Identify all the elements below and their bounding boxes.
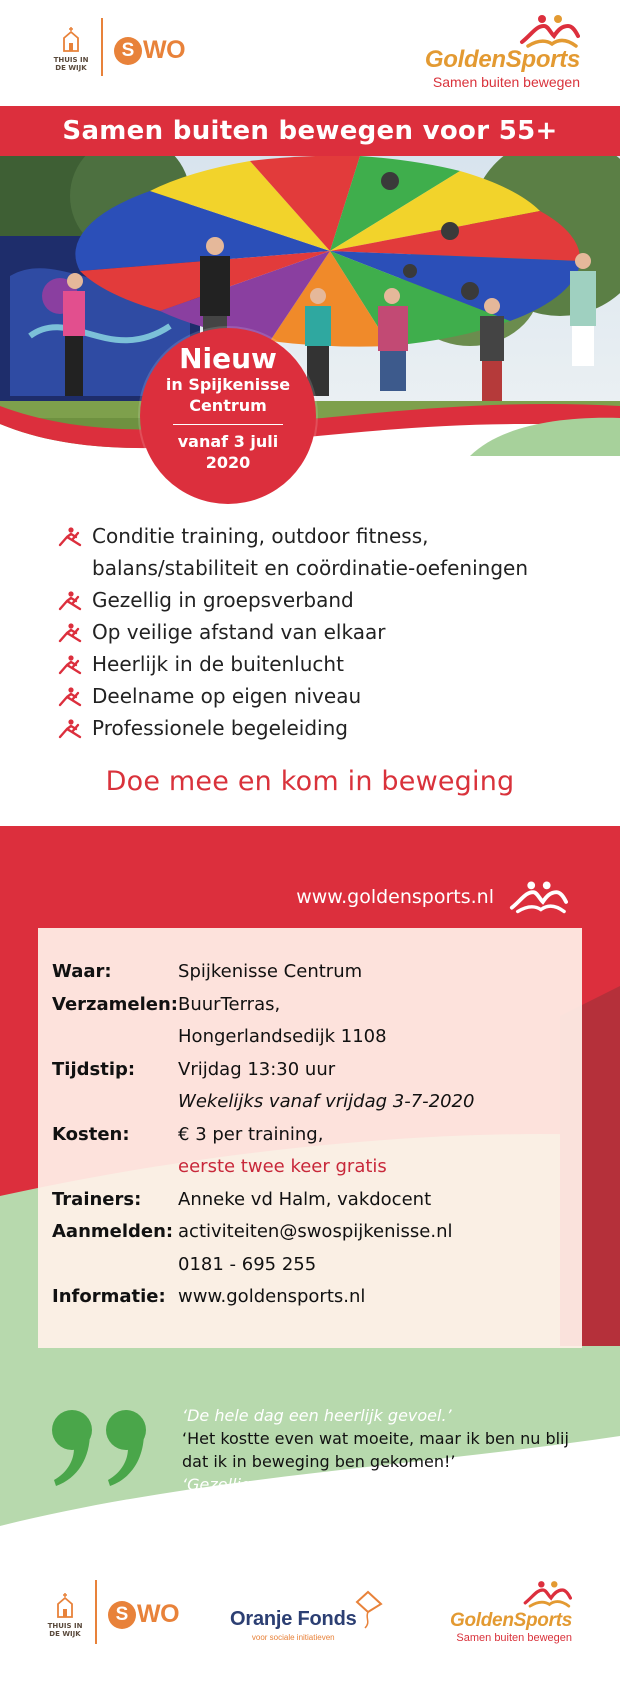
list-item xyxy=(58,648,598,680)
testimonial-1: ‘De hele dag een heerlijk gevoel.’ xyxy=(182,1406,452,1425)
website-url[interactable]: www.goldensports.nl xyxy=(296,886,494,908)
list-item xyxy=(58,520,598,584)
badge-new: Nieuw xyxy=(179,342,277,375)
info-value: Wekelijks vanaf vrijdag 3-7-2020 xyxy=(178,1091,475,1112)
info-label: Aanmelden: xyxy=(52,1221,174,1242)
testimonial-2: ‘Het kostte even wat moeite, maar ik ben nu blij dat ik in beweging ben gekomen!’ xyxy=(182,1429,569,1471)
list-item xyxy=(58,680,598,712)
info-value: BuurTerras, xyxy=(178,993,281,1015)
oranje-fonds-tagline: voor sociale initiatieven xyxy=(251,1633,335,1642)
feature-text: Deelname op eigen niveau xyxy=(92,684,362,708)
feature-text: Op veilige afstand van elkaar xyxy=(92,620,386,644)
table-row xyxy=(52,1054,572,1087)
badge-divider xyxy=(173,424,283,425)
call-to-action: Doe mee en kom in beweging xyxy=(105,766,515,797)
info-value: Spijkenisse Centrum xyxy=(178,961,363,982)
thuis-in-de-wijk-logo xyxy=(52,26,90,72)
swo-logo-text: WO xyxy=(137,1600,180,1628)
info-value: Anneke vd Halm, vakdocent xyxy=(178,1188,432,1210)
thuis-in-de-wijk-logo xyxy=(46,1592,84,1638)
logo-divider xyxy=(95,1580,97,1644)
testimonials xyxy=(182,1404,582,1496)
list-item xyxy=(58,616,598,648)
info-phone[interactable]: 0181 - 695 255 xyxy=(178,1253,317,1275)
feature-text: Heerlijk in de buitenlucht xyxy=(92,652,344,676)
quote-marks-icon xyxy=(50,1408,150,1488)
info-label: Verzamelen: xyxy=(52,993,179,1015)
feature-text: Professionele begeleiding xyxy=(92,716,348,740)
oranje-fonds-name: Oranje Fonds xyxy=(230,1608,357,1630)
runner-icon xyxy=(58,527,82,547)
feature-text: Gezellig in groepsverband xyxy=(92,588,354,612)
website-row xyxy=(296,880,568,914)
table-row xyxy=(52,1216,572,1249)
swo-logo-circle: S xyxy=(114,37,142,65)
swo-logo-text: WO xyxy=(143,36,186,64)
goldensports-tagline: Samen buiten bewegen xyxy=(456,1632,572,1644)
runner-icon xyxy=(58,623,82,643)
info-label: Waar: xyxy=(52,961,112,982)
feature-text: Conditie training, outdoor fitness, balans/stabiliteit en coördinatie-oefeningen xyxy=(92,524,529,580)
table-row xyxy=(52,956,572,989)
swo-logo xyxy=(108,1600,179,1629)
info-value: Vrijdag 13:30 uur xyxy=(178,1058,336,1080)
table-row xyxy=(52,1151,572,1184)
table-row xyxy=(52,1281,572,1314)
goldensports-tagline: Samen buiten bewegen xyxy=(432,74,580,90)
goldensports-logo-text: GoldenSports xyxy=(424,46,580,73)
info-table xyxy=(52,956,572,1314)
runner-icon xyxy=(58,719,82,739)
badge-year: 2020 xyxy=(205,453,251,472)
info-label: Trainers: xyxy=(52,1188,142,1210)
logo-divider xyxy=(101,18,103,76)
runner-icon xyxy=(58,655,82,675)
info-website[interactable]: www.goldensports.nl xyxy=(178,1286,366,1307)
runner-icon xyxy=(58,591,82,611)
header xyxy=(0,0,620,106)
footer-logos xyxy=(0,1550,620,1700)
church-icon xyxy=(61,26,81,52)
badge-date: vanaf 3 juli xyxy=(177,432,279,451)
goldensports-logo xyxy=(450,1580,572,1644)
table-row xyxy=(52,989,572,1022)
oranje-fonds-logo xyxy=(230,1608,357,1642)
info-value: eerste twee keer gratis xyxy=(178,1156,387,1177)
goldensports-runners-icon xyxy=(522,1580,572,1608)
swo-logo xyxy=(114,36,185,65)
table-row xyxy=(52,1184,572,1217)
badge-location-center: Centrum xyxy=(189,396,267,415)
thuis-logo-text: THUIS IN DE WIJK xyxy=(53,56,89,72)
testimonial-3: ‘Gezellig om met een groep te sporten.’ xyxy=(182,1475,503,1494)
badge-location: in Spijkenisse xyxy=(165,375,291,394)
info-email[interactable]: activiteiten@swospijkenisse.nl xyxy=(178,1221,453,1242)
list-item xyxy=(58,712,598,744)
list-item xyxy=(58,584,598,616)
new-location-badge xyxy=(140,328,316,504)
info-label: Tijdstip: xyxy=(52,1058,136,1080)
info-label: Kosten: xyxy=(52,1123,130,1145)
goldensports-logo-text: GoldenSports xyxy=(449,1610,572,1631)
info-label: Informatie: xyxy=(52,1286,166,1307)
table-row xyxy=(52,1249,572,1282)
info-value: € 3 per training, xyxy=(178,1123,324,1145)
title-banner: Samen buiten bewegen voor 55+ xyxy=(0,106,620,156)
goldensports-runners-icon xyxy=(508,880,568,914)
swo-logo-circle: S xyxy=(108,1601,136,1629)
table-row xyxy=(52,1119,572,1152)
info-value: Hongerlandsedijk 1108 xyxy=(178,1026,387,1047)
table-row xyxy=(52,1086,572,1119)
table-row xyxy=(52,1021,572,1054)
goldensports-runners-icon xyxy=(518,14,580,48)
runner-icon xyxy=(58,687,82,707)
kite-icon xyxy=(353,1590,383,1630)
thuis-logo-text: THUIS IN DE WIJK xyxy=(47,1622,83,1638)
goldensports-logo xyxy=(425,14,580,90)
church-icon xyxy=(55,1592,75,1618)
feature-list xyxy=(58,520,598,744)
